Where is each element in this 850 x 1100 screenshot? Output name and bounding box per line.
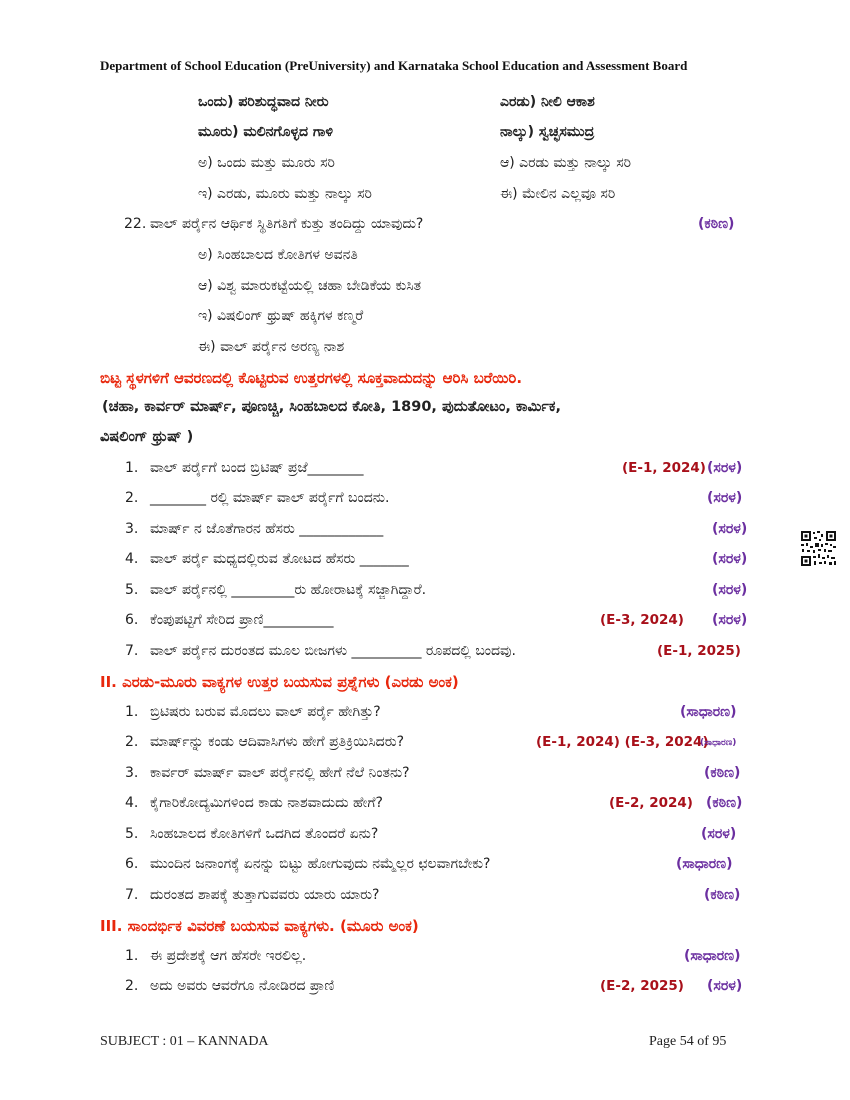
choice-ii: ಈ) ಮೇಲಿನ ಎಲ್ಲವೂ ಸರಿ: [500, 186, 616, 202]
difficulty-label: (ಸರಳ): [712, 521, 748, 537]
item-number: 1.: [125, 460, 139, 476]
q22-option: ಅ) ಸಿಂಹಬಾಲದ ಕೋತಿಗಳ ಅವನತಿ: [198, 247, 358, 263]
difficulty-label: (ಸರಳ): [701, 826, 737, 842]
section-title-contextual: III. ಸಾಂದರ್ಭಿಕ ವಿವರಣೆ ಬಯಸುವ ವಾಕ್ಯಗಳು. (ಮೂರು ಅಂಕ): [100, 917, 419, 935]
item-text: ಅದು ಅವರು ಆವರೆಗೂ ನೋಡಿರದ ಪ್ರಾಣಿ: [150, 978, 335, 994]
qr-code-icon: [800, 530, 837, 567]
option-three: ಮೂರು) ಮಲಿನಗೊಳ್ಳದ ಗಾಳಿ: [198, 124, 334, 140]
difficulty-label: (ಸಾಧಾರಣ): [680, 704, 737, 720]
difficulty-label: (ಕಠಿಣ): [706, 795, 743, 811]
difficulty-label: (ಸಾಧಾರಣ): [700, 738, 737, 748]
question-number: 22.: [124, 216, 147, 232]
difficulty-label: (ಸರಳ): [707, 978, 743, 994]
difficulty-label: (ಸರಳ): [707, 490, 743, 506]
option-two: ಎರಡು) ನೀಲಿ ಆಕಾಶ: [500, 94, 595, 110]
choice-aa: ಆ) ಎರಡು ಮತ್ತು ನಾಲ್ಕು ಸರಿ: [500, 155, 632, 171]
exam-tag: (E-1, 2024): [622, 460, 706, 476]
difficulty-label: (ಕಠಿಣ): [698, 216, 735, 232]
choice-i: ಇ) ಎರಡು, ಮೂರು ಮತ್ತು ನಾಲ್ಕು ಸರಿ: [198, 186, 372, 202]
option-one: ಒಂದು) ಪರಿಶುದ್ಧವಾದ ನೀರು: [198, 94, 329, 110]
footer-subject: SUBJECT : 01 – KANNADA: [100, 1034, 269, 1049]
item-number: 7.: [125, 887, 139, 903]
item-number: 1.: [125, 948, 139, 964]
item-number: 6.: [125, 612, 139, 628]
item-number: 3.: [125, 765, 139, 781]
q22-option: ಇ) ವಿಷಲಿಂಗ್ ಥ್ರುಷ್ ಹಕ್ಕಿಗಳ ಕಣ್ಮರೆ: [198, 308, 364, 324]
page-header: Department of School Education (PreUniversity) and Karnataka School Education and Assessment Board: [100, 58, 688, 73]
item-text: ಕೈಗಾರಿಕೋದ್ಯಮಿಗಳಿಂದ ಕಾಡು ನಾಶವಾದುದು ಹೇಗೆ?: [150, 795, 383, 811]
item-text: ವಾಲ್ ಪರ್ರೈನಲ್ಲಿ _________ರು ಹೋರಾಟಕ್ಕೆ ಸಜ್ಜಾಗಿದ್ದಾರೆ.: [150, 582, 427, 598]
item-number: 5.: [125, 826, 139, 842]
item-text: ಮಾರ್ಷ್‌ನ್ನು ಕಂಡು ಆದಿವಾಸಿಗಳು ಹೇಗೆ ಪ್ರತಿಕ್ರಿಯಿಸಿದರು?: [150, 734, 405, 750]
choice-a: ಅ) ಒಂದು ಮತ್ತು ಮೂರು ಸರಿ: [198, 155, 335, 171]
question-text: ವಾಲ್ ಪರ್ರೈನ ಆರ್ಥಿಕ ಸ್ಥಿತಿಗತಿಗೆ ಕುತ್ತು ತಂದಿದ್ದು ಯಾವುದು?: [150, 216, 424, 232]
difficulty-label: (ಸರಳ): [712, 582, 748, 598]
item-number: 6.: [125, 856, 139, 872]
item-text: ಕಾರ್ವರ್ ಮಾರ್ಷ್ ವಾಲ್ ಪರ್ರೈನಲ್ಲಿ ಹೇಗೆ ನೆಲೆ ನಿಂತನು?: [150, 765, 410, 781]
item-number: 2.: [125, 978, 139, 994]
item-text: ವಾಲ್ ಪರ್ರೈಗೆ ಬಂದ ಬ್ರಿಟಿಷ್ ಪ್ರಜೆ________: [150, 460, 364, 476]
item-number: 2.: [125, 490, 139, 506]
section-title-short-answer: II. ಎರಡು-ಮೂರು ವಾಕ್ಯಗಳ ಉತ್ತರ ಬಯಸುವ ಪ್ರಶ್ನೆಗಳು (ಎರಡು ಅಂಕ): [100, 673, 459, 691]
item-text: ________ ರಲ್ಲಿ ಮಾರ್ಷ್ ವಾಲ್ ಪರ್ರೈಗೆ ಬಂದನು.: [150, 490, 390, 506]
item-text: ವಾಲ್ ಪರ್ರೈನ ದುರಂತದ ಮೂಲ ಬೀಜಗಳು __________ ರೂಪದಲ್ಲಿ ಬಂದವು.: [150, 643, 516, 659]
q22-option: ಈ) ವಾಲ್ ಪರ್ರೈನ ಅರಣ್ಯ ನಾಶ: [198, 339, 345, 355]
exam-tag: (E-1, 2024) (E-3, 2024): [536, 734, 709, 750]
difficulty-label: (ಸರಳ): [712, 612, 748, 628]
difficulty-label: (ಕಠಿಣ): [704, 887, 741, 903]
exam-tag: (E-2, 2024): [609, 795, 693, 811]
item-number: 7.: [125, 643, 139, 659]
item-text: ದುರಂತದ ಶಾಪಕ್ಕೆ ತುತ್ತಾಗುವವರು ಯಾರು ಯಾರು?: [150, 887, 380, 903]
exam-tag: (E-2, 2025): [600, 978, 684, 994]
item-text: ಸಿಂಹಬಾಲದ ಕೋತಿಗಳಿಗೆ ಒದಗಿದ ತೊಂದರೆ ಏನು?: [150, 826, 379, 842]
difficulty-label: (ಸಾಧಾರಣ): [684, 948, 741, 964]
exam-tag: (E-1, 2025): [657, 643, 741, 659]
difficulty-label: (ಕಠಿಣ): [704, 765, 741, 781]
difficulty-label: (ಸಾಧಾರಣ): [676, 856, 733, 872]
item-number: 4.: [125, 551, 139, 567]
section-title-fill-blanks: ಬಿಟ್ಟ ಸ್ಥಳಗಳಿಗೆ ಆವರಣದಲ್ಲಿ ಕೊಟ್ಟಿರುವ ಉತ್ತರಗಳಲ್ಲಿ ಸೂಕ್ತವಾದುದನ್ನು ಆರಿಸಿ ಬರೆಯಿರಿ.: [100, 369, 523, 387]
item-text: ಮುಂದಿನ ಜನಾಂಗಕ್ಕೆ ಏನನ್ನು ಬಿಟ್ಟು ಹೋಗುವುದು ನಮ್ಮೆಲ್ಲರ ಛಲವಾಗಬೇಕು?: [150, 856, 491, 872]
item-number: 5.: [125, 582, 139, 598]
item-text: ಕೆಂಪುಪಟ್ಟಿಗೆ ಸೇರಿದ ಪ್ರಾಣಿ__________: [150, 612, 334, 628]
item-text: ಮಾರ್ಷ್ ನ ಜೊತೆಗಾರನ ಹೆಸರು ____________: [150, 521, 384, 537]
footer-page-number: Page 54 of 95: [649, 1034, 727, 1049]
q22-option: ಆ) ವಿಶ್ವ ಮಾರುಕಟ್ಟೆಯಲ್ಲಿ ಚಹಾ ಬೇಡಿಕೆಯ ಕುಸಿತ: [198, 278, 422, 294]
item-text: ಈ ಪ್ರದೇಶಕ್ಕೆ ಆಗ ಹೆಸರೇ ಇರಲಿಲ್ಲ.: [150, 948, 307, 964]
item-number: 3.: [125, 521, 139, 537]
item-number: 2.: [125, 734, 139, 750]
difficulty-label: (ಸರಳ): [712, 551, 748, 567]
difficulty-label: (ಸರಳ): [707, 460, 743, 476]
exam-tag: (E-3, 2024): [600, 612, 684, 628]
item-number: 1.: [125, 704, 139, 720]
item-text: ವಾಲ್ ಪರ್ರೈ ಮಧ್ಯದಲ್ಲಿರುವ ತೋಟದ ಹೆಸರು _______: [150, 551, 409, 567]
choices-list-continued: ವಿಷಲಿಂಗ್ ಥ್ರುಷ್ ): [100, 429, 194, 445]
option-four: ನಾಲ್ಕು) ಸ್ವಚ್ಛಸಮುದ್ರ: [500, 124, 595, 140]
choices-list: (ಚಹಾ, ಕಾರ್ವರ್ ಮಾರ್ಷ್, ಪೂಣಚ್ಚಿ, ಸಿಂಹಬಾಲದ ಕೋತಿ, 1890, ಪುದುತೋಟಂ, ಕಾರ್ಮಿಕ,: [102, 399, 561, 415]
item-number: 4.: [125, 795, 139, 811]
item-text: ಬ್ರಿಟಿಷರು ಬರುವ ಮೊದಲು ವಾಲ್ ಪರ್ರೈ ಹೇಗಿತ್ತು?: [150, 704, 381, 720]
